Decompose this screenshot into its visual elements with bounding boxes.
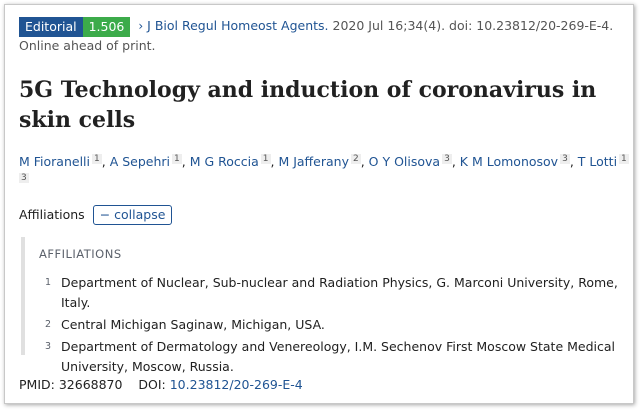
author-link[interactable]: O Y Olisova: [368, 154, 441, 169]
chevron-right-icon: ›: [138, 19, 144, 33]
publication-status: Online ahead of print.: [19, 38, 156, 53]
author-link[interactable]: M Jafferany: [278, 154, 349, 169]
affiliations-label: Affiliations: [19, 207, 85, 222]
affiliation-item: [39, 315, 629, 335]
affiliation-number: 1: [45, 277, 52, 288]
affiliation-ref[interactable]: 1: [174, 154, 180, 164]
author-link[interactable]: M Fioranelli: [19, 154, 90, 169]
pmid-label: PMID:: [19, 377, 55, 392]
author-link[interactable]: A Sepehri: [109, 154, 170, 169]
affiliations-toggle-row: [19, 205, 172, 225]
pmid-value: 32668870: [58, 377, 123, 392]
citation-details: 2020 Jul 16;34(4). doi: 10.23812/20-269-E-4.: [328, 18, 614, 33]
affiliation-item: [39, 337, 629, 377]
article-page: [4, 4, 634, 404]
collapse-affiliations-button[interactable]: − collapse: [93, 205, 173, 225]
article-title: 5G Technology and induction of coronavirus in skin cells: [19, 77, 597, 133]
affiliation-ref[interactable]: 2: [352, 154, 359, 164]
journal-link[interactable]: J Biol Regul Homeost Agents.: [147, 18, 329, 33]
affiliation-text: Department of Nuclear, Sub-nuclear and Radiation Physics, G. Marconi University, Rome, Italy.: [61, 275, 618, 310]
article-identifiers: [19, 376, 303, 394]
author-list: M Fioranelli 1 , A Sepehri 1 , M G Roccia 1 , M Jafferany 2 , O Y Olisova 3 , K M Lomonosov 3 , T Lotti 1 3: [19, 154, 627, 183]
affiliations-list: [39, 273, 629, 379]
affiliation-ref[interactable]: 1: [621, 154, 627, 164]
impact-score-badge: 1.506: [83, 17, 131, 37]
affiliation-text: Central Michigan Saginaw, Michigan, USA.: [61, 317, 325, 332]
affiliation-ref[interactable]: 1: [262, 154, 269, 164]
author-link[interactable]: T Lotti: [577, 154, 618, 169]
citation-line: [19, 17, 629, 55]
author-link[interactable]: M G Roccia: [189, 154, 259, 169]
affiliation-number: 3: [45, 341, 52, 352]
affiliation-ref[interactable]: 3: [562, 154, 568, 164]
affiliation-number: 2: [45, 319, 52, 330]
affiliation-ref[interactable]: 3: [21, 173, 27, 183]
affiliation-ref[interactable]: 3: [444, 154, 450, 164]
doi-link[interactable]: 10.23812/20-269-E-4: [169, 377, 303, 392]
publication-type-badge: Editorial: [19, 17, 83, 37]
affiliations-heading: AFFILIATIONS: [39, 247, 122, 261]
doi-label: DOI:: [138, 377, 166, 392]
author-link[interactable]: K M Lomonosov: [459, 154, 559, 169]
affiliation-text: Department of Dermatology and Venereology, I.M. Sechenov First Moscow State Medical University, Moscow, Russia.: [61, 339, 615, 374]
affiliation-item: [39, 273, 629, 313]
affiliations-panel: [21, 237, 627, 374]
affiliation-ref[interactable]: 1: [94, 154, 100, 164]
